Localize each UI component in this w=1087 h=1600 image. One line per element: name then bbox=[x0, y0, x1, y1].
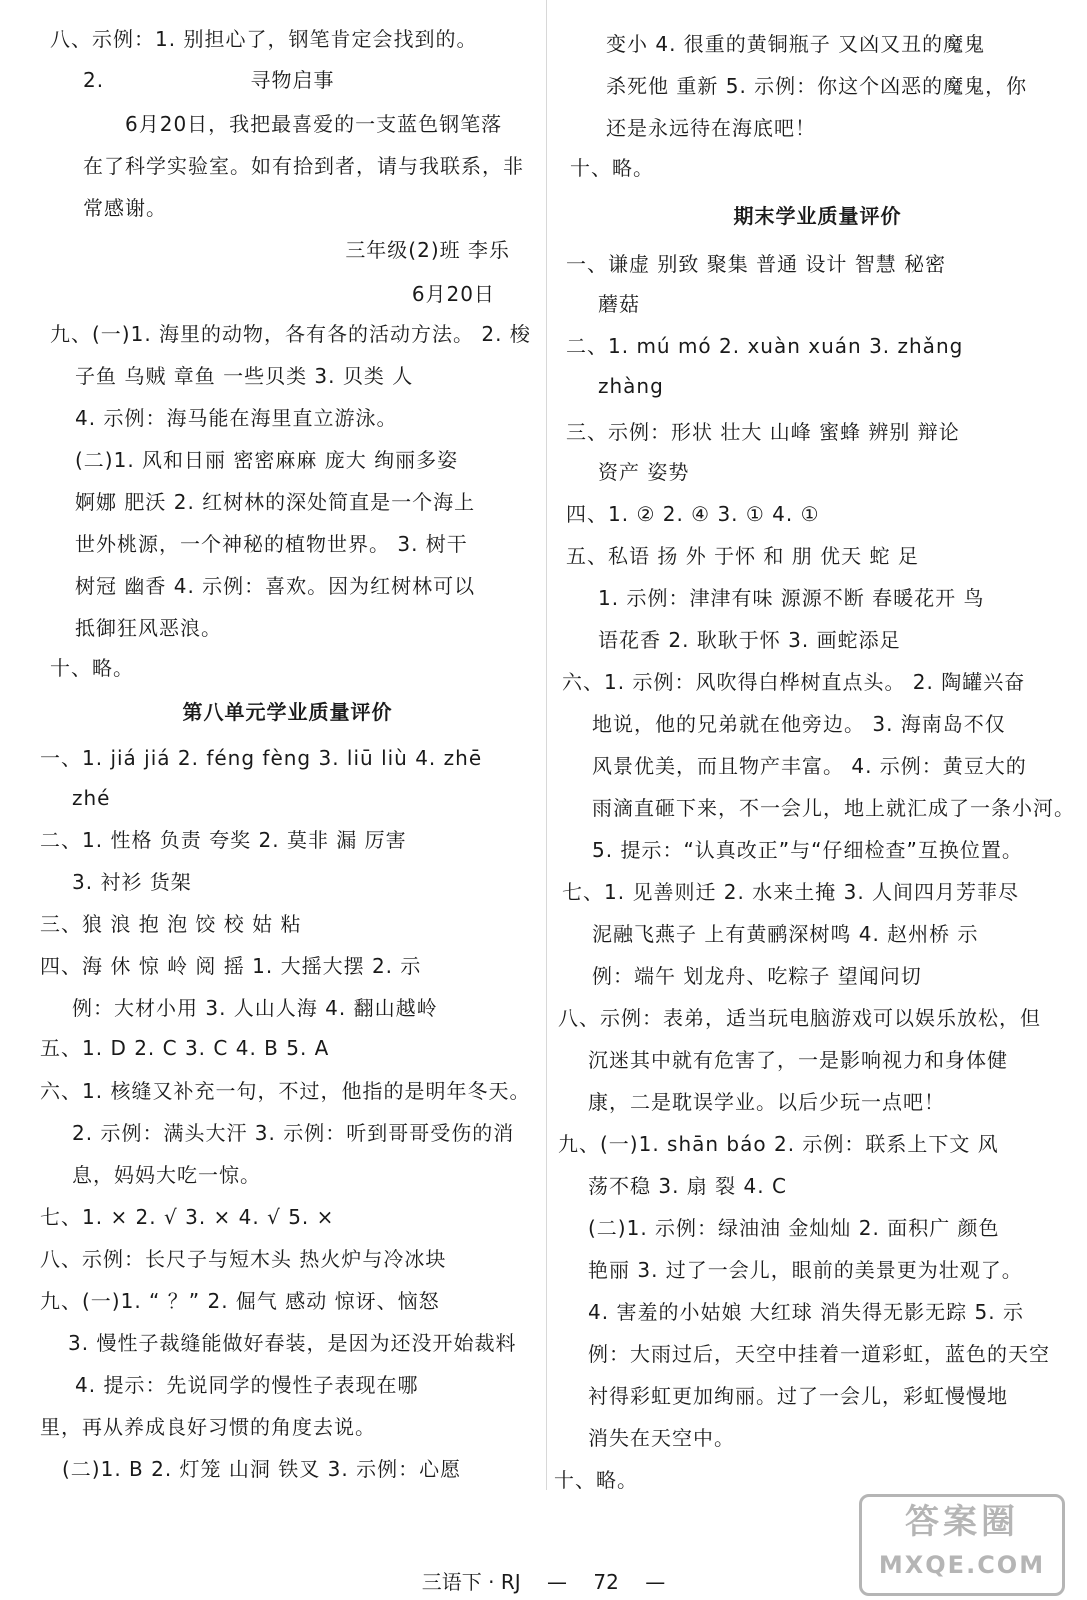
page-number: 72 bbox=[593, 1570, 619, 1594]
footer-dash-left: — bbox=[547, 1570, 568, 1594]
answer-line: 十、略。 bbox=[554, 1468, 638, 1492]
answer-line: 九、(一)1. 海里的动物，各有各的活动方法。 2. 梭 bbox=[50, 322, 531, 346]
answer-line: (二)1. B 2. 灯笼 山洞 铁叉 3. 示例：心愿 bbox=[62, 1457, 462, 1481]
answer-line: 语花香 2. 耿耿于怀 3. 画蛇添足 bbox=[598, 628, 901, 652]
answer-line: 九、(一)1. shān báo 2. 示例：联系上下文 风 bbox=[558, 1132, 999, 1156]
answer-line: 消失在天空中。 bbox=[588, 1426, 735, 1450]
answer-line: 常感谢。 bbox=[83, 196, 167, 220]
answer-line: 沉迷其中就有危害了，一是影响视力和身体健 bbox=[588, 1048, 1008, 1072]
answer-line: 三、示例：形状 壮大 山峰 蜜蜂 辨别 辩论 bbox=[566, 420, 960, 444]
answer-line: 4. 提示：先说同学的慢性子表现在哪 bbox=[75, 1373, 419, 1397]
site-watermark bbox=[859, 1494, 1065, 1596]
answer-line: 六、1. 核缝又补充一句，不过，他指的是明年冬天。 bbox=[40, 1079, 531, 1103]
notice-signature: 三年级(2)班 李乐 bbox=[345, 238, 510, 262]
notice-title: 寻物启事 bbox=[250, 68, 335, 92]
answer-line: 世外桃源，一个神秘的植物世界。 3. 树干 bbox=[75, 532, 468, 556]
answer-line: 二、1. 性格 负责 夸奖 2. 莫非 漏 厉害 bbox=[40, 828, 407, 852]
notice-date: 6月20日 bbox=[411, 282, 495, 306]
answer-line: (二)1. 风和日丽 密密麻麻 庞大 绚丽多姿 bbox=[75, 448, 459, 472]
answer-line: 四、1. ② 2. ④ 3. ① 4. ① bbox=[566, 502, 820, 526]
answer-line: 蘑菇 bbox=[598, 292, 640, 316]
answer-line: 抵御狂风恶浪。 bbox=[75, 616, 222, 640]
answer-line: 5. 提示：“认真改正”与“仔细检查”互换位置。 bbox=[592, 838, 1023, 862]
answer-line: 子鱼 乌贼 章鱼 一些贝类 3. 贝类 人 bbox=[75, 364, 414, 388]
answer-line: zhé bbox=[72, 786, 111, 810]
answer-line: 三、狼 浪 抱 泡 饺 校 姑 粘 bbox=[40, 912, 302, 936]
answer-line: 还是永远待在海底吧！ bbox=[606, 116, 816, 140]
footer-grade: 三语下 · RJ bbox=[421, 1570, 521, 1594]
answer-line: 变小 4. 很重的黄铜瓶子 又凶又丑的魔鬼 bbox=[606, 32, 986, 56]
answer-line: 康，二是耽误学业。以后少玩一点吧！ bbox=[588, 1090, 945, 1114]
answer-line: 婀娜 肥沃 2. 红树林的深处简直是一个海上 bbox=[75, 490, 476, 514]
answer-line: 六、1. 示例：风吹得白桦树直点头。 2. 陶罐兴奋 bbox=[562, 670, 1026, 694]
answer-line: 4. 害羞的小姑娘 大红球 消失得无影无踪 5. 示 bbox=[588, 1300, 1024, 1324]
answer-line: 例：大材小用 3. 人山人海 4. 翻山越岭 bbox=[72, 996, 438, 1020]
answer-line: (二)1. 示例：绿油油 金灿灿 2. 面积广 颜色 bbox=[588, 1216, 1000, 1240]
answer-line: 地说，他的兄弟就在他旁边。 3. 海南岛不仅 bbox=[592, 712, 1006, 736]
section-title-final: 期末学业质量评价 bbox=[733, 204, 902, 228]
answer-line: 在了科学实验室。如有拾到者，请与我联系，非 bbox=[83, 154, 524, 178]
answer-line: 杀死他 重新 5. 示例：你这个凶恶的魔鬼，你 bbox=[606, 74, 1028, 98]
answer-line: 4. 示例：海马能在海里直立游泳。 bbox=[75, 406, 398, 430]
watermark-url: MXQE.COM bbox=[878, 1551, 1046, 1579]
watermark-title: 答案圈 bbox=[905, 1502, 1019, 1542]
answer-line: 6月20日，我把最喜爱的一支蓝色钢笔落 bbox=[125, 112, 503, 136]
answer-line: 一、谦虚 别致 聚集 普通 设计 智慧 秘密 bbox=[566, 252, 947, 276]
answer-line: 2. bbox=[83, 68, 105, 92]
answer-line: 五、1. D 2. C 3. C 4. B 5. A bbox=[40, 1036, 330, 1060]
answer-line: zhàng bbox=[598, 374, 664, 398]
answer-line: 例：端午 划龙舟、吃粽子 望闻问切 bbox=[592, 964, 922, 988]
column-divider bbox=[546, 0, 547, 1490]
answer-line: 衬得彩虹更加绚丽。过了一会儿，彩虹慢慢地 bbox=[588, 1384, 1008, 1408]
answer-line: 七、1. 见善则迁 2. 水来土掩 3. 人间四月芳菲尽 bbox=[562, 880, 1020, 904]
answer-line: 树冠 幽香 4. 示例：喜欢。因为红树林可以 bbox=[75, 574, 476, 598]
section-title-unit8: 第八单元学业质量评价 bbox=[182, 700, 393, 724]
answer-line: 3. 慢性子裁缝能做好春装，是因为还没开始裁料 bbox=[68, 1331, 517, 1355]
answer-line: 风景优美，而且物产丰富。 4. 示例：黄豆大的 bbox=[592, 754, 1027, 778]
answer-line: 二、1. mú mó 2. xuàn xuán 3. zhǎng bbox=[566, 334, 964, 358]
answer-line: 艳丽 3. 过了一会儿，眼前的美景更为壮观了。 bbox=[588, 1258, 1023, 1282]
answer-line: 九、(一)1. “ ？” 2. 倔气 感动 惊讶、恼怒 bbox=[40, 1289, 440, 1313]
answer-line: 一、1. jiá jiá 2. féng fèng 3. liū liù 4. zhē bbox=[40, 746, 483, 770]
answer-line: 八、示例：1. 别担心了，钢笔肯定会找到的。 bbox=[50, 27, 478, 51]
answer-line: 十、略。 bbox=[570, 156, 654, 180]
answer-line: 3. 衬衫 货架 bbox=[72, 870, 192, 894]
answer-line: 1. 示例：津津有味 源源不断 春暖花开 鸟 bbox=[598, 586, 985, 610]
answer-line: 十、略。 bbox=[50, 656, 134, 680]
answer-line: 里，再从养成良好习惯的角度去说。 bbox=[40, 1415, 376, 1439]
answer-line: 荡不稳 3. 扇 裂 4. C bbox=[588, 1174, 787, 1198]
answer-line: 资产 姿势 bbox=[598, 460, 690, 484]
answer-line: 七、1. × 2. √ 3. × 4. √ 5. × bbox=[40, 1205, 335, 1229]
footer-dash-right: — bbox=[645, 1570, 666, 1594]
answer-line: 四、海 休 惊 岭 阅 摇 1. 大摇大摆 2. 示 bbox=[40, 954, 422, 978]
answer-line: 泥融飞燕子 上有黄鹂深树鸣 4. 赵州桥 示 bbox=[592, 922, 979, 946]
answer-line: 例：大雨过后，天空中挂着一道彩虹，蓝色的天空 bbox=[588, 1342, 1050, 1366]
answer-line: 八、示例：长尺子与短木头 热火炉与冷冰块 bbox=[40, 1247, 447, 1271]
answer-line: 2. 示例：满头大汗 3. 示例：听到哥哥受伤的消 bbox=[72, 1121, 515, 1145]
answer-line: 息，妈妈大吃一惊。 bbox=[72, 1163, 261, 1187]
answer-line: 八、示例：表弟，适当玩电脑游戏可以娱乐放松，但 bbox=[558, 1006, 1041, 1030]
answer-line: 雨滴直砸下来，不一会儿，地上就汇成了一条小河。 bbox=[592, 796, 1075, 820]
answer-line: 五、私语 扬 外 于怀 和 朋 优天 蛇 足 bbox=[566, 544, 919, 568]
